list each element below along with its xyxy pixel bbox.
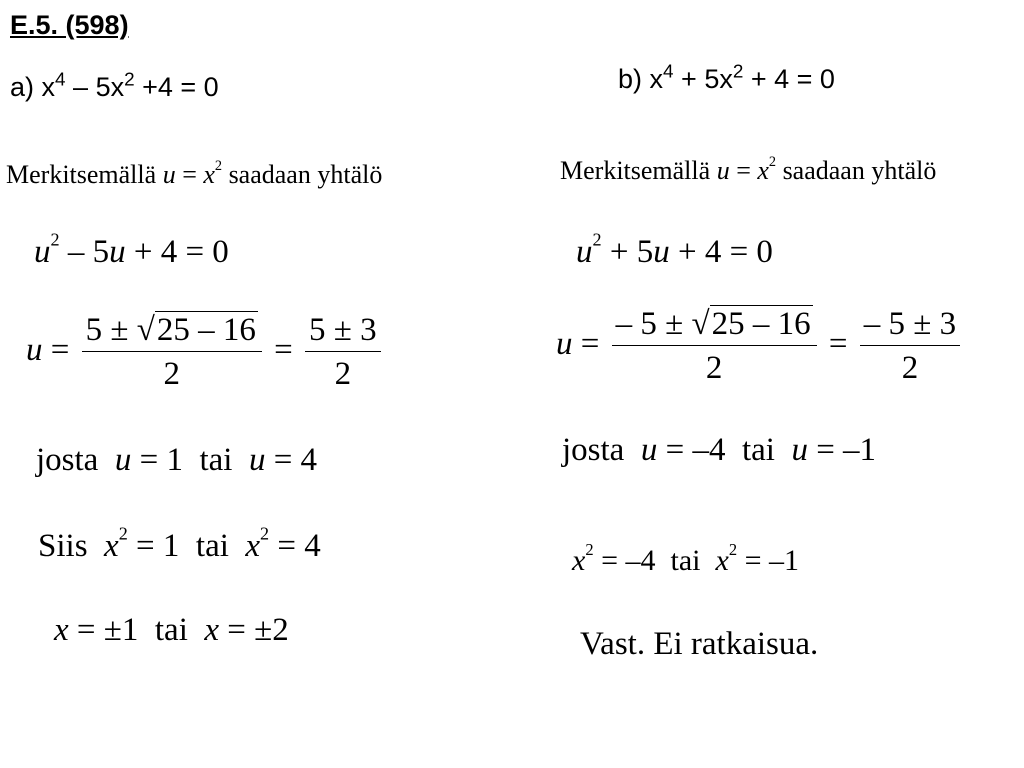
eq-b4-x1: x <box>572 544 586 577</box>
equation-a4 <box>38 523 321 565</box>
intro-a-exp: 2 <box>214 158 223 175</box>
eq-a5-x2: x <box>204 612 220 648</box>
eq-b1-exp: 2 <box>592 229 602 250</box>
fraction-a2-denominator: 2 <box>334 356 352 392</box>
radicand-a: 25 – 16 <box>156 312 256 348</box>
fraction-b2-denominator: 2 <box>901 350 919 386</box>
problem-b-tail: + 4 = 0 <box>743 64 835 94</box>
eq-a4-v1: = 1 <box>127 528 180 564</box>
eq-a3-v1: = 1 <box>131 442 183 478</box>
eq-b3-u1: u <box>640 432 658 468</box>
eq-b1-u2: u <box>653 234 670 270</box>
sqrt-a <box>137 312 258 349</box>
problem-a-exp2: 2 <box>124 69 135 91</box>
eq-a4-x1: x <box>104 528 119 564</box>
eq-b4-exp1: 2 <box>585 540 594 560</box>
eq-b3-v1: = –4 <box>657 432 726 468</box>
page-title: E.5. (598) <box>10 10 129 40</box>
eq-a3-word: josta <box>36 442 99 478</box>
problem-a <box>10 69 219 103</box>
eq-a4-tai: tai <box>195 528 229 564</box>
problem-b-label: b) <box>618 64 643 94</box>
eq-a1-exp: 2 <box>50 229 60 250</box>
eq-b4-v1: = –4 <box>593 544 656 577</box>
eq-a4-exp1: 2 <box>118 523 128 544</box>
intro-b-x: x <box>757 156 769 185</box>
fraction-b2-numerator: – 5 ± 3 <box>860 306 960 346</box>
intro-b-eq: = <box>729 156 758 185</box>
equation-b4 <box>572 540 799 578</box>
problem-a-exp1: 4 <box>55 69 66 91</box>
fraction-b2 <box>860 306 960 387</box>
eq-b1-tail: + 4 = 0 <box>669 234 773 270</box>
eq-a1-tail: + 4 = 0 <box>125 234 229 270</box>
fraction-b1-numerator <box>612 306 817 346</box>
eq-a5-v1: = ±1 <box>68 612 139 648</box>
sqrt-b <box>692 306 813 343</box>
eq-a2-eq2: = <box>265 332 301 369</box>
eq-a4-exp2: 2 <box>260 523 270 544</box>
eq-b4-v2: = –1 <box>737 544 799 577</box>
intro-a-x: x <box>203 160 215 189</box>
eq-a3-u2: u <box>248 442 266 478</box>
equation-a3 <box>36 442 317 479</box>
equation-a1 <box>34 229 229 271</box>
equation-a2 <box>26 312 385 393</box>
eq-b2-eq: = <box>572 326 608 363</box>
intro-b-u: u <box>716 156 730 185</box>
fraction-a1-denominator: 2 <box>163 356 180 392</box>
eq-b4-x2: x <box>715 544 729 577</box>
problem-b <box>618 61 835 95</box>
eq-a4-x2: x <box>245 528 261 564</box>
fraction-a2 <box>305 312 381 393</box>
problem-b-exp1: 4 <box>663 61 674 83</box>
intro-a-tail: saadaan yhtälö <box>228 160 383 189</box>
equation-a5 <box>54 612 289 649</box>
problem-b-exp2: 2 <box>732 61 744 83</box>
eq-b2-eq2: = <box>820 326 856 363</box>
answer-b: Vast. Ei ratkaisua. <box>580 626 819 662</box>
radicand-b: 25 – 16 <box>711 306 811 342</box>
sqrt-icon: √ <box>136 312 155 348</box>
eq-b3-word: josta <box>562 432 625 468</box>
eq-b2-u: u <box>556 326 573 363</box>
intro-b-text: Merkitsemällä <box>560 156 711 185</box>
fraction-a1-num-pre: 5 ± <box>85 312 137 348</box>
eq-a3-v2: = 4 <box>265 442 318 478</box>
eq-b3-tai: tai <box>741 432 775 468</box>
fraction-b1-num-pre: – 5 ± <box>615 306 692 342</box>
eq-b4-exp2: 2 <box>728 540 738 560</box>
eq-b4-tai: tai <box>670 544 701 577</box>
eq-a2-u: u <box>26 332 43 369</box>
eq-a1-mid: – 5 <box>59 234 110 270</box>
problem-a-x: x <box>41 72 56 102</box>
fraction-b1-denominator: 2 <box>705 350 723 386</box>
equation-b1 <box>576 229 773 271</box>
intro-b-tail: saadaan yhtälö <box>782 156 937 185</box>
eq-a4-v2: = 4 <box>269 528 321 564</box>
eq-a3-u1: u <box>114 442 132 478</box>
fraction-b1 <box>612 306 817 387</box>
eq-a4-word: Siis <box>38 528 88 564</box>
problem-b-x: x <box>649 64 664 94</box>
eq-a5-tai: tai <box>154 612 188 648</box>
problem-a-tail: +4 = 0 <box>134 72 219 102</box>
eq-a3-tai: tai <box>199 442 233 478</box>
problem-b-mid: + 5x <box>673 64 733 94</box>
fraction-a2-numerator: 5 ± 3 <box>305 312 381 352</box>
problem-a-label: a) <box>10 72 35 102</box>
intro-a-eq: = <box>175 160 204 189</box>
eq-a5-x1: x <box>54 612 69 648</box>
fraction-a1 <box>82 312 262 393</box>
problem-a-mid: – 5x <box>65 72 125 102</box>
sqrt-icon: √ <box>691 306 710 342</box>
intro-a-text: Merkitsemällä <box>6 160 157 189</box>
equation-b3 <box>562 432 876 469</box>
intro-a <box>6 160 382 190</box>
eq-b1-u: u <box>576 234 593 270</box>
eq-b1-mid: + 5 <box>601 234 654 270</box>
intro-b <box>560 156 936 186</box>
eq-b3-v2: = –1 <box>807 432 877 468</box>
fraction-a1-numerator <box>82 312 262 352</box>
intro-b-exp: 2 <box>768 154 777 171</box>
intro-a-u: u <box>162 160 176 189</box>
eq-a1-u: u <box>34 234 51 270</box>
eq-a5-v2: = ±2 <box>219 612 289 648</box>
eq-a1-u2: u <box>109 234 126 270</box>
eq-b3-u2: u <box>791 432 808 468</box>
eq-a2-eq: = <box>42 332 78 369</box>
equation-b2 <box>556 306 964 387</box>
